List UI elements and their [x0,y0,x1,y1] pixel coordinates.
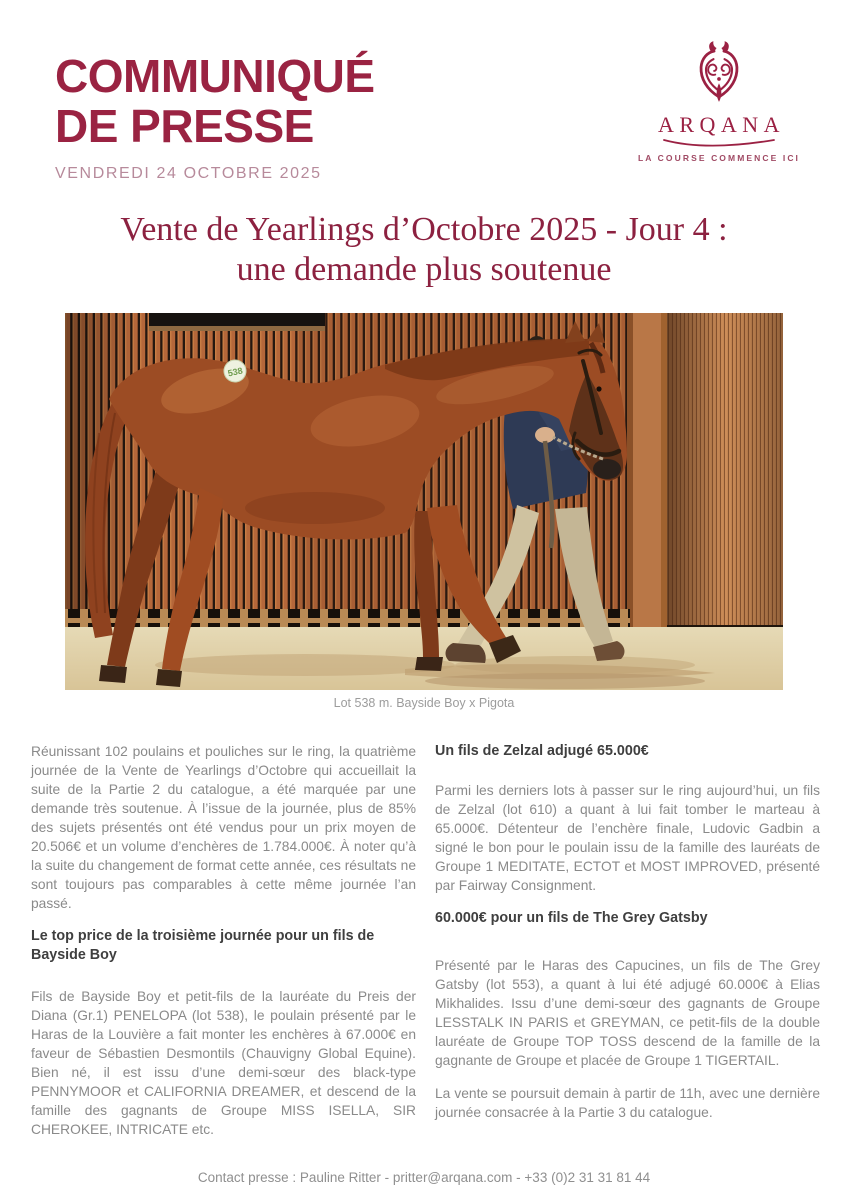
brand-tagline: LA COURSE COMMENCE ICI [637,153,801,163]
section-heading-top-price: Le top price de la troisième journée pour un fils de Bayside Boy [31,928,375,963]
headline-line2: une demande plus soutenue [236,251,612,288]
brand-wordmark: ARQANA [657,112,786,137]
arqana-logo [634,40,804,163]
handler-hand [535,427,555,443]
masthead-title [55,52,375,151]
masthead-date: VENDREDI 24 OCTOBRE 2025 [55,165,322,183]
photo-caption: Lot 538 m. Bayside Boy x Pigota [333,696,515,710]
arqana-emblem-icon [688,40,750,108]
column-right [435,742,820,1153]
body-columns [31,742,820,1153]
section-heading-zelzal: Un fils de Zelzal adjugé 65.000€ [435,743,649,759]
masthead-title-line2: DE PRESSE [55,99,314,152]
photo-block [65,313,783,710]
brand-swash-icon [654,138,784,148]
horse-muzzle [593,459,621,479]
masthead [55,52,375,183]
paragraph-zelzal: Parmi les derniers lots à passer sur le ring aujourd’hui, un fils de Zelzal (lot 610) a quant à lui fait tomber le marteau à 65.000€. Détenteur de l’enchère finale, Ludovic Gadbin a signé le bon pour le poulain issu de la famille des lauréats de Groupe 1 MEDITATE, ECTOT et MOST IMPROVED, présenté par Fairway Consignment. [435,783,820,893]
horse-eye [596,386,601,391]
section-heading-grey-gatsby: 60.000€ pour un fils de The Grey Gatsby [435,910,708,926]
paragraph-grey-gatsby: Présenté par le Haras des Capucines, un fils de The Grey Gatsby (lot 553), a quant à lui été adjugé 60.000€ à Elias Mikhalides. Issu d’une demi-sœur des gagnants de Groupe LESSTALK IN PARIS et GREYMAN, ce petit-fils de la double lauréate de Groupe TOP TOSS descend de la famille de la gagnante de Groupe et placée de Groupe 1 TIGERTAIL. [435,958,820,1068]
column-left [31,742,416,1153]
handler-shoe [446,643,486,663]
headline [0,210,848,290]
footer-contact: Contact presse : Pauline Ritter - pritter@arqana.com - +33 (0)2 31 31 81 44 [197,1170,651,1185]
masthead-title-line1: COMMUNIQUÉ [55,50,375,102]
paragraph-bayside-boy: Fils de Bayside Boy et petit-fils de la lauréate du Preis der Diana (Gr.1) PENELOPA (lot 538), le poulain présenté par le Haras de la Louvière a fait monter les enchères à 67.000€ en faveur de Sébastien Desmontils (Chauvigny Global Equine). Bien né, il est issu d’une demi-sœur des black-type PENNYMOOR et CALIFORNIA DREAMER, et descend de la famille des gagnants de Groupe MISS ISELLA, SIR CHEROKEE, INTRICATE etc. [31,989,416,1137]
horse-photo [65,313,783,690]
lot-sticker-number: 538 [226,365,244,379]
paragraph-day-summary: Réunissant 102 poulains et pouliches sur le ring, la quatrième journée de la Vente de Yearlings d’Octobre qui accueillait la suite de la Partie 2 du catalogue, a été marquée par une demande très soutenue. À l’issue de la journée, plus de 85% des sujets présentés ont été vendus pour un prix moyen de 20.506€ et un volume d’enchères de 1.784.000€. À noter qu’à la suite du changement de format cette année, ces résultats ne sont toujours pas comparables à cette même journée l’an passé. [31,744,417,911]
paragraph-next-day: La vente se poursuit demain à partir de 11h, avec une dernière journée consacrée à la Partie 3 du catalogue. [435,1086,820,1120]
auction-screen [149,313,325,326]
headline-line1: Vente de Yearlings d’Octobre 2025 - Jour 4 : [120,211,728,248]
